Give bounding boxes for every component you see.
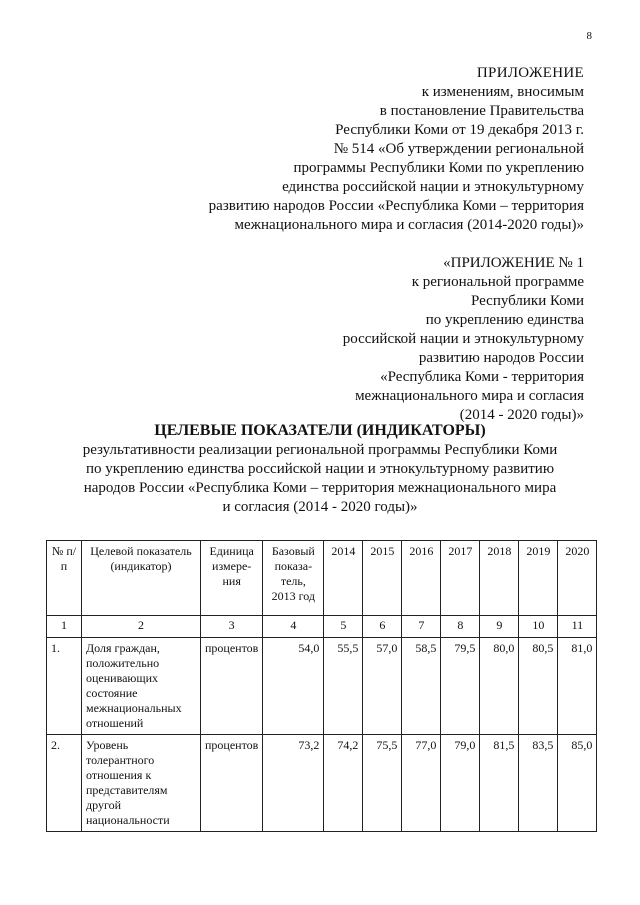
title-main: ЦЕЛЕВЫЕ ПОКАЗАТЕЛИ (ИНДИКАТОРЫ) bbox=[154, 422, 486, 439]
title-line: народов России «Республика Коми – территория межнационального мира bbox=[83, 480, 557, 496]
header-cell: Базовый показа-тель, 2013 год bbox=[263, 541, 324, 616]
column-number-row bbox=[47, 616, 597, 638]
annex-header bbox=[209, 64, 584, 235]
column-number: 8 bbox=[441, 616, 480, 638]
row-number: 2. bbox=[47, 735, 82, 832]
column-number: 7 bbox=[402, 616, 441, 638]
program-annex-line: развитию народов России bbox=[418, 350, 584, 366]
value-cell: 81,0 bbox=[558, 638, 597, 735]
header-cell: 2020 bbox=[558, 541, 597, 616]
header-cell: 2017 bbox=[441, 541, 480, 616]
column-number: 5 bbox=[324, 616, 363, 638]
value-cell: 85,0 bbox=[558, 735, 597, 832]
value-cell: 54,0 bbox=[263, 638, 324, 735]
indicator-unit: процентов bbox=[201, 638, 263, 735]
page-number: 8 bbox=[586, 30, 592, 42]
annex-line: к изменениям, вносимым bbox=[421, 84, 584, 100]
value-cell: 79,5 bbox=[441, 638, 480, 735]
header-cell: Единица измере-ния bbox=[201, 541, 263, 616]
program-annex-line: к региональной программе bbox=[411, 274, 584, 290]
header-cell: 2018 bbox=[480, 541, 519, 616]
program-annex-line: российской нации и этнокультурному bbox=[342, 331, 584, 347]
value-cell: 80,0 bbox=[480, 638, 519, 735]
annex-line: программы Республики Коми по укреплению bbox=[293, 160, 584, 176]
title-line: и согласия (2014 - 2020 годы)» bbox=[222, 499, 418, 515]
program-annex-heading: «ПРИЛОЖЕНИЕ № 1 bbox=[443, 255, 584, 271]
value-cell: 55,5 bbox=[324, 638, 363, 735]
value-cell: 75,5 bbox=[363, 735, 402, 832]
header-cell: 2019 bbox=[519, 541, 558, 616]
annex-line: № 514 «Об утверждении региональной bbox=[333, 141, 584, 157]
program-annex-line: межнационального мира и согласия bbox=[355, 388, 584, 404]
value-cell: 81,5 bbox=[480, 735, 519, 832]
value-cell: 83,5 bbox=[519, 735, 558, 832]
column-number: 3 bbox=[201, 616, 263, 638]
table-row bbox=[47, 638, 597, 735]
column-number: 1 bbox=[47, 616, 82, 638]
value-cell: 74,2 bbox=[324, 735, 363, 832]
row-number: 1. bbox=[47, 638, 82, 735]
value-cell: 73,2 bbox=[263, 735, 324, 832]
value-cell: 80,5 bbox=[519, 638, 558, 735]
annex-line: развитию народов России «Республика Коми – территория bbox=[208, 198, 584, 214]
title-line: по укреплению единства российской нации и этнокультурному развитию bbox=[85, 461, 555, 477]
program-annex-line: (2014 - 2020 годы)» bbox=[459, 407, 584, 423]
document-title bbox=[60, 421, 580, 517]
column-number: 2 bbox=[82, 616, 201, 638]
header-cell: 2015 bbox=[363, 541, 402, 616]
column-number: 9 bbox=[480, 616, 519, 638]
header-cell: Целевой показатель (индикатор) bbox=[82, 541, 201, 616]
annex-line: единства российской нации и этнокультурному bbox=[282, 179, 584, 195]
indicators-table bbox=[46, 540, 597, 832]
annex-line: Республики Коми от 19 декабря 2013 г. bbox=[335, 122, 584, 138]
annex-line: в постановление Правительства bbox=[379, 103, 584, 119]
indicator-name: Уровень толерантного отношения к представителям другой национальности bbox=[82, 735, 201, 832]
header-cell: № п/п bbox=[47, 541, 82, 616]
annex-line: межнационального мира и согласия (2014-2020 годы)» bbox=[234, 217, 584, 233]
title-line: результативности реализации региональной программы Республики Коми bbox=[82, 442, 558, 458]
table-header-row bbox=[47, 541, 597, 616]
program-annex-line: Республики Коми bbox=[471, 293, 584, 309]
program-annex-header bbox=[343, 254, 584, 425]
indicator-name: Доля граждан, положительно оценивающих состояние межнациональных отношений bbox=[82, 638, 201, 735]
column-number: 10 bbox=[519, 616, 558, 638]
column-number: 6 bbox=[363, 616, 402, 638]
header-cell: 2016 bbox=[402, 541, 441, 616]
column-number: 4 bbox=[263, 616, 324, 638]
value-cell: 77,0 bbox=[402, 735, 441, 832]
header-cell: 2014 bbox=[324, 541, 363, 616]
value-cell: 58,5 bbox=[402, 638, 441, 735]
annex-heading: ПРИЛОЖЕНИЕ bbox=[476, 65, 584, 81]
program-annex-line: «Республика Коми - территория bbox=[380, 369, 584, 385]
value-cell: 79,0 bbox=[441, 735, 480, 832]
value-cell: 57,0 bbox=[363, 638, 402, 735]
indicator-unit: процентов bbox=[201, 735, 263, 832]
table-row bbox=[47, 735, 597, 832]
program-annex-line: по укреплению единства bbox=[425, 312, 584, 328]
column-number: 11 bbox=[558, 616, 597, 638]
